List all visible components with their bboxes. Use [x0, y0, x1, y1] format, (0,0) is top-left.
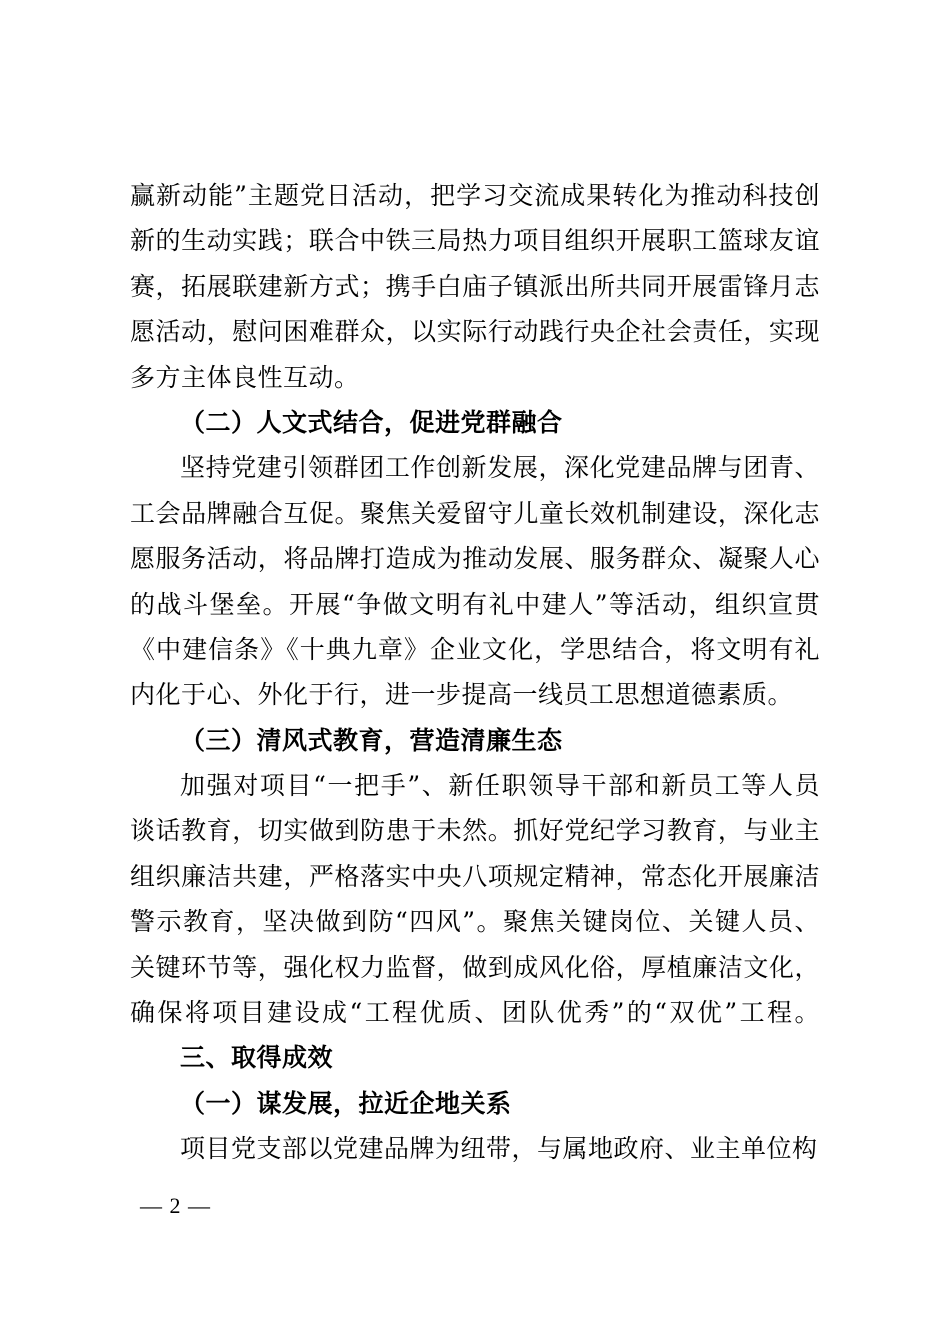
- text-line: 愿服务活动，将品牌打造成为推动发展、服务群众、凝聚人心: [130, 544, 820, 574]
- text-line: 赛，拓展联建新方式；携手白庙子镇派出所共同开展雷锋月志: [130, 271, 820, 301]
- section-subheading: （三）清风式教育，营造清廉生态: [180, 725, 563, 755]
- text-line: 警示教育，坚决做到防“四风”。聚焦关键岗位、关键人员、: [130, 907, 820, 937]
- paragraph-first-line: 坚持党建引领群团工作创新发展，深化党建品牌与团青、: [180, 453, 820, 483]
- text-line: 赢新动能”主题党日活动，把学习交流成果转化为推动科技创: [130, 181, 820, 210]
- paragraph-first-line: 加强对项目“一把手”、新任职领导干部和新员工等人员: [180, 771, 820, 801]
- text-line: 谈话教育，切实做到防患于未然。抓好党纪学习教育，与业主: [130, 816, 820, 846]
- section-subheading: （一）谋发展，拉近企地关系: [180, 1088, 512, 1118]
- paragraph-first-line: 项目党支部以党建品牌为纽带，与属地政府、业主单位构: [180, 1134, 818, 1164]
- text-line: 愿活动，慰问困难群众，以实际行动践行央企社会责任，实现: [130, 317, 820, 347]
- text-line: 新的生动实践；联合中铁三局热力项目组织开展职工篮球友谊: [130, 226, 820, 256]
- section-subheading: （二）人文式结合，促进党群融合: [180, 407, 563, 437]
- text-line: 关键环节等，强化权力监督，做到成风化俗，厚植廉洁文化，: [130, 952, 820, 982]
- text-line: 组织廉洁共建，严格落实中央八项规定精神，常态化开展廉洁: [130, 861, 820, 891]
- text-line: 确保将项目建设成“工程优质、团队优秀”的“双优”工程。: [130, 998, 820, 1028]
- text-line: 的战斗堡垒。开展“争做文明有礼中建人”等活动，组织宣贯: [130, 589, 820, 619]
- text-line: 《中建信条》《十典九章》企业文化，学思结合，将文明有礼: [130, 634, 820, 664]
- page-number: — 2 —: [140, 1193, 211, 1218]
- document-body: [130, 174, 820, 1173]
- text-line: 内化于心、外化于行，进一步提高一线员工思想道德素质。: [130, 680, 794, 710]
- text-line: 多方主体良性互动。: [130, 362, 360, 392]
- text-line: 工会品牌融合互促。聚焦关爱留守儿童长效机制建设，深化志: [130, 498, 820, 528]
- section-heading: 三、取得成效: [180, 1043, 334, 1073]
